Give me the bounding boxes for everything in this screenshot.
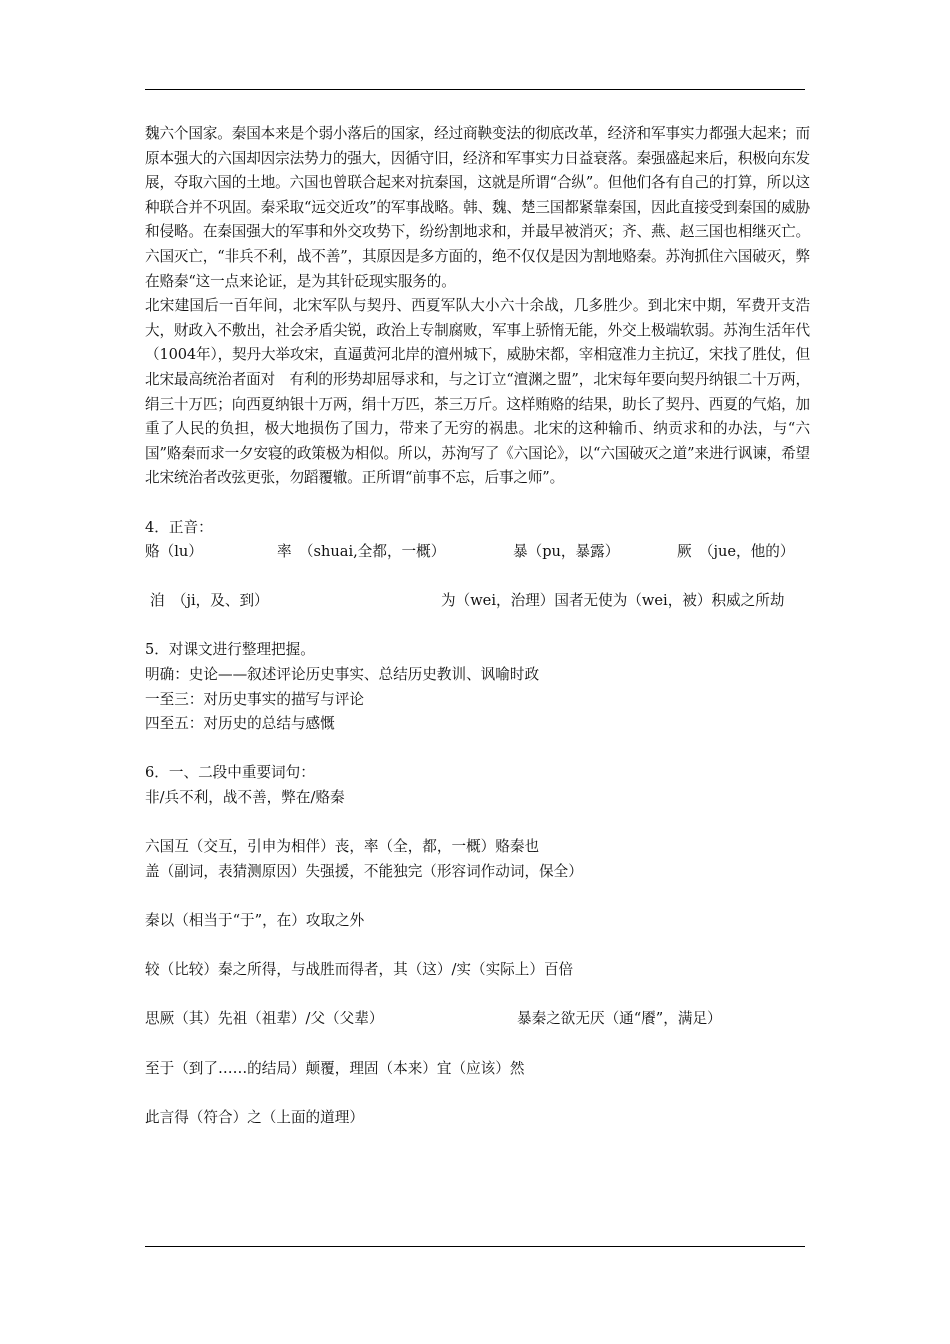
key-sentence: 秦以（相当于“于”，在）攻取之外	[145, 912, 365, 929]
pronunciation-wei: 为（wei，治理）国者无使为（wei，被）积威之所劫	[441, 592, 785, 610]
page-content	[145, 122, 810, 1130]
key-sentence: 盖（副词，表猜测原因）失强援，不能独完（形容词作动词，保全）	[145, 862, 583, 880]
key-sentence-pair	[145, 1007, 810, 1032]
key-sentence: 较（比较）秦之所得，与战胜而得者，其（这）/实（实际上）百倍	[145, 961, 574, 979]
section-5-line: 明确：史论——叙述评论历史事实、总结历史教训、讽喻时政	[145, 666, 540, 684]
pronunciation-pu: 暴（pu，暴露）	[513, 543, 620, 561]
key-sentence: 思厥（其）先祖（祖辈）/父（父辈）	[145, 1010, 384, 1028]
pronunciation-jue: 厥 （jue，他的）	[677, 543, 795, 561]
pronunciation-ji: 洎 （ji，及、到）	[150, 592, 269, 610]
key-sentence: 暴秦之欲无厌（通“餍”，满足）	[517, 1010, 722, 1028]
footer-rule	[145, 1246, 805, 1247]
key-sentence: 至于（到了……的结局）颠覆，理固（本来）宜（应该）然	[145, 1059, 525, 1077]
pronunciation-row-1	[145, 540, 810, 565]
pronunciation-row-2	[145, 589, 810, 614]
section-6-heading: 6．一、二段中重要词句：	[145, 764, 315, 782]
section-5-line: 一至三：对历史事实的描写与评论	[145, 690, 364, 708]
key-sentence: 六国互（交互，引申为相伴）丧，率（全，都，一概）赂秦也	[145, 838, 540, 856]
key-sentence: 非/兵不利，战不善，弊在/赂秦	[145, 789, 345, 807]
section-5-line: 四至五：对历史的总结与感慨	[145, 715, 335, 733]
section-4-heading: 4．正音：	[145, 518, 213, 536]
section-5-heading: 5．对课文进行整理把握。	[145, 641, 315, 659]
header-rule	[145, 89, 805, 90]
history-paragraph-qin: 魏六个国家。秦国本来是个弱小落后的国家，经过商鞅变法的彻底改革，经济和军事实力都强大起来；而原本强大的六国却因宗法势力的强大，因循守旧，经济和军事实力日益衰落。秦强盛起来后，积极向东发展，夺取六国的土地。六国也曾联合起来对抗秦国，这就是所谓“合纵”。但他们各有自己的打算，所以这种联合并不巩固。秦采取“远交近攻”的军事战略。韩、魏、楚三国都紧靠秦国，因此直接受到秦国的威胁和侵略。在秦国强大的军事和外交攻势下，纷纷割地求和，并最早被消灭；齐、燕、赵三国也相继灭亡。六国灭亡，“非兵不利，战不善”，其原因是多方面的，绝不仅仅是因为割地赂秦。苏洵抓住六国破灭，弊在赂秦“这一点来论证，是为其针砭现实服务的。	[145, 125, 810, 290]
pronunciation-lu: 赂（lu）	[145, 543, 203, 561]
pronunciation-shuai: 率 （shuai,全都，一概）	[277, 543, 446, 561]
key-sentence: 此言得（符合）之（上面的道理）	[145, 1108, 364, 1126]
history-paragraph-song: 北宋建国后一百年间，北宋军队与契丹、西夏军队大小六十余战，几多胜少。到北宋中期，军费开支浩大，财政入不敷出，社会矛盾尖锐，政治上专制腐败，军事上骄惰无能，外交上极端软弱。苏洵生活年代（1004年），契丹大举攻宋，直逼黄河北岸的澶州城下，威胁宋都，宰相寇准力主抗辽，宋找了胜仗，但北宋最高统治者面对 有利的形势却屈辱求和，与之订立“澶渊之盟”，北宋每年要向契丹纳银二十万两，绢三十万匹；向西夏纳银十万两，绢十万匹，茶三万斤。这样贿赂的结果，助长了契丹、西夏的气焰，加重了人民的负担，极大地损伤了国力，带来了无穷的祸患。北宋的这种输币、纳贡求和的办法，与“六国”赂秦而求一夕安寝的政策极为相似。所以，苏洵写了《六国论》，以“六国破灭之道”来进行讽谏，希望北宋统治者改弦更张，勿蹈覆辙。正所谓“前事不忘，后事之师”。	[145, 297, 810, 487]
